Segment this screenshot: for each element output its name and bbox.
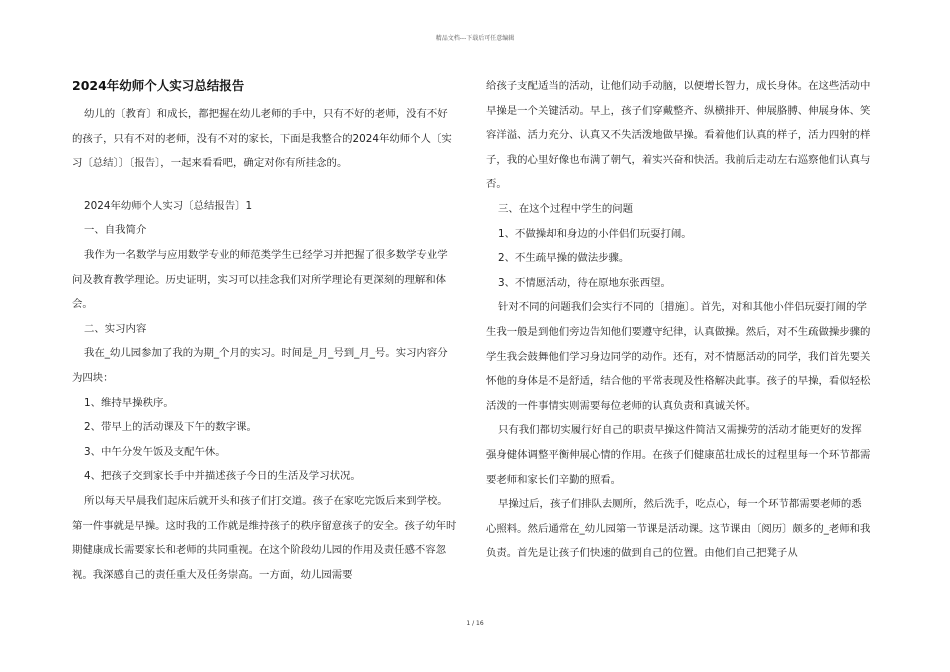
internship-content-paragraph: 我在_幼儿园参加了我的为期_个月的实习。时间是_月_号到_月_号。实习内容分为四块： xyxy=(72,347,448,384)
after-exercise-paragraph: 早操过后，孩子们排队去厕所，然后洗手，吃点心，每一个环节都需要老师的悉心照料。然后通常在_幼儿园第一节课是活动课。这节课由〔阅历〕颇多的_老师和我负责。首先是让孩子们快速的做到自己的位置。由他们自己把凳子从 xyxy=(486,498,871,560)
left-column xyxy=(72,78,458,587)
list-item-1: 1、维持早操秩序。 xyxy=(84,396,174,409)
intro-paragraph: 幼儿的〔教育〕和成长，都把握在幼儿老师的手中，只有不好的老师，没有不好的孩子，只有不对的老师，没有不对的家长，下面是我整合的2024年幼师个人〔实习〔总结〕〕〔报告〕，一起来看看吧，确定对你有所挂念的。 xyxy=(72,108,452,170)
problem-item-1: 1、不做操却和身边的小伴侣们玩耍打闹。 xyxy=(498,227,692,240)
list-item-4: 4、把孩子交到家长手中并描述孩子今日的生活及学习状况。 xyxy=(84,470,361,483)
list-item-3: 3、中午分发午饭及支配午休。 xyxy=(84,445,226,458)
continued-paragraph: 给孩子支配适当的活动，让他们动手动脑，以便增长智力，成长身体。在这些活动中早操是一个关键活动。早上，孩子们穿戴整齐、纵横排开、伸展胳膊、伸展身体、笑容洋溢、活力充分、认真又不失活泼地做早操。看着他们认真的样子，活力四射的样子，我的心里好像也布满了朝气，着实兴奋和快活。我前后走动左右巡察他们认真与否。 xyxy=(486,80,871,191)
section-heading-internship-content: 二、实习内容 xyxy=(84,322,147,335)
right-column xyxy=(486,78,872,566)
duties-paragraph: 只有我们都切实履行好自己的职责早操这件简洁又需操劳的活动才能更好的发挥强身健体调整平衡伸展心情的作用。在孩子们健康茁壮成长的过程里每一个环节都需要老师和家长们辛勤的照看。 xyxy=(486,424,871,486)
problem-item-3: 3、不情愿活动，待在原地东张西望。 xyxy=(498,276,671,289)
list-item-2: 2、带早上的活动课及下午的数字课。 xyxy=(84,421,257,434)
document-title: 2024年幼师个人实习总结报告 xyxy=(72,78,245,93)
section-heading-self-intro: 一、自我简介 xyxy=(84,224,147,237)
paragraph-gap xyxy=(72,176,458,194)
daily-routine-paragraph: 所以每天早晨我们起床后就开头和孩子们打交道。孩子在家吃完饭后来到学校。第一件事就是早操。这时我的工作就是维持孩子的秩序留意孩子的安全。孩子幼年时期健康成长需要家长和老师的共同重视。在这个阶段幼儿园的作用及责任感不容忽视。我深感自己的责任重大及任务崇高。一方面，幼儿园需要 xyxy=(72,494,457,581)
page-header: 精品文档---下载后可任意编辑 xyxy=(435,35,515,42)
section-heading-problems: 三、在这个过程中学生的问题 xyxy=(498,202,634,215)
self-intro-paragraph: 我作为一名数学与应用数学专业的师范类学生已经学习并把握了很多数学专业学问及教育教学理论。历史证明，实习可以挂念我们对所学理论有更深刻的理解和体会。 xyxy=(72,248,448,311)
measures-paragraph: 针对不同的问题我们会实行不同的〔措施〕。首先，对和其他小伴侣玩耍打闹的学生我一般是到他们旁边告知他们要遵守纪律，认真做操。然后，对不生疏做操步骤的学生我会鼓舞他们学习身边同学的动作。还有，对不情愿活动的同学，我们首先要关怀他的身体是不是舒适，结合他的平常表现及性格解决此事。孩子的早操，看似轻松活泼的一件事情实则需要每位老师的认真负责和真诚关怀。 xyxy=(486,301,871,412)
page-indicator: 1 / 16 xyxy=(466,620,484,627)
problem-item-2: 2、不生疏早操的做法步骤。 xyxy=(498,252,630,265)
report-subtitle: 2024年幼师个人实习〔总结报告〕1 xyxy=(84,199,253,212)
